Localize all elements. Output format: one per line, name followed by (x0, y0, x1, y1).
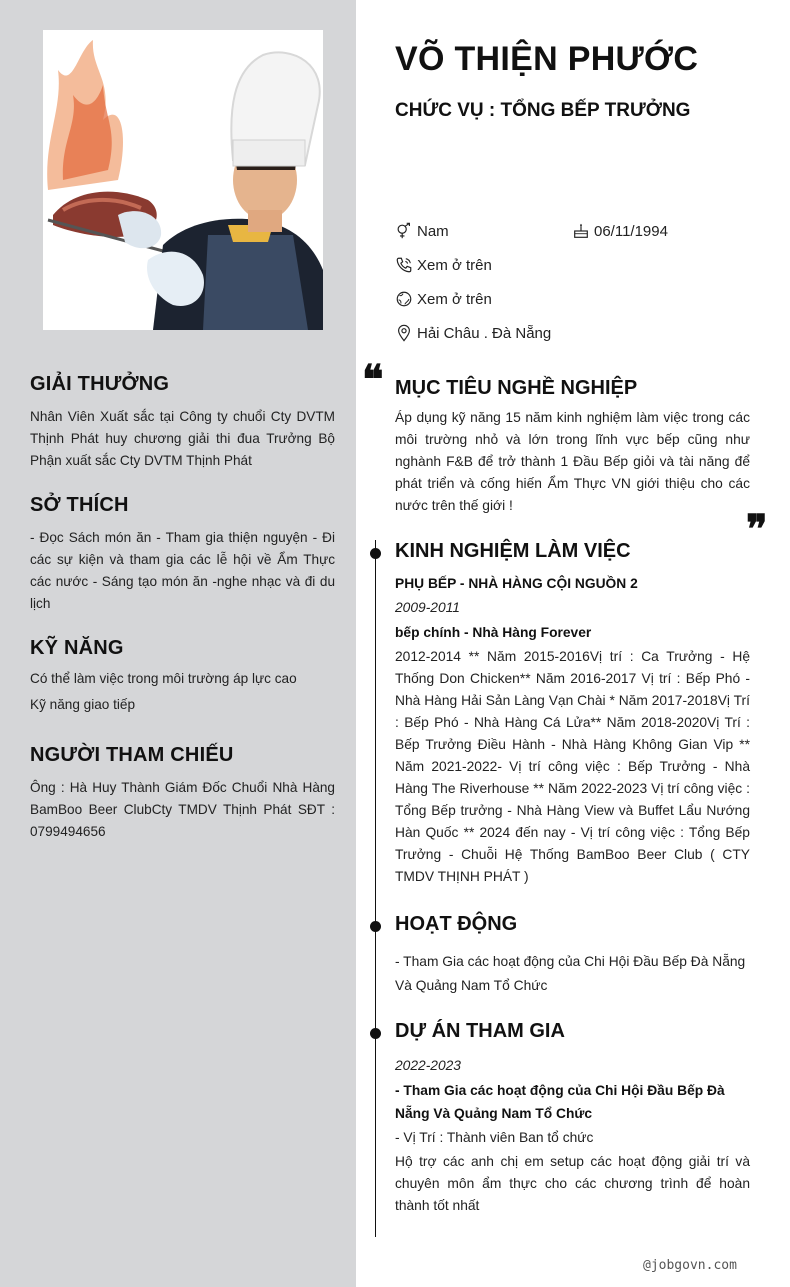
hobbies-section (30, 494, 335, 615)
close-quote-icon: ❞ (746, 506, 768, 553)
open-quote-icon: ❝ (362, 356, 384, 403)
projects-section (395, 1020, 750, 1217)
skill-item: Có thể làm việc trong môi trường áp lực cao (30, 671, 297, 686)
address-info (395, 322, 551, 344)
candidate-position: CHỨC VỤ : TỔNG BẾP TRƯỞNG (395, 100, 691, 121)
birthday-cake-icon (572, 222, 590, 240)
experience-title: KINH NGHIỆM LÀM VIỆC (395, 540, 631, 562)
reference-section (30, 744, 335, 843)
job-title: bếp chính - Nhà Hàng Forever (395, 625, 592, 640)
timeline-dot (370, 921, 381, 932)
job-title: PHỤ BẾP - NHÀ HÀNG CỘI NGUỒN 2 (395, 576, 638, 591)
candidate-name: VÕ THIỆN PHƯỚC (395, 40, 699, 78)
skills-title: KỸ NĂNG (30, 637, 124, 659)
birthday-value: 06/11/1994 (594, 222, 668, 240)
hobbies-title: SỞ THÍCH (30, 494, 129, 516)
reference-text: Ông : Hà Huy Thành Giám Đốc Chuổi Nhà Hàng BamBoo Beer ClubCty TMDV Thịnh Phát SĐT : 0799494656 (30, 780, 335, 839)
website-value: Xem ở trên (417, 290, 492, 308)
watermark: @jobgovn.com (643, 1258, 737, 1273)
hobbies-text: - Đọc Sách món ăn - Tham gia thiện nguyện - Đi các sự kiện và tham gia các lễ hội về Ẩm Thực các nước - Sáng tạo món ăn -nghe nhạc và đi du lịch (30, 530, 335, 611)
objective-text: Áp dụng kỹ năng 15 năm kinh nghiệm làm việc trong các môi trường nhỏ và lớn trong lĩnh vực bếp cũng như nghành F&B để trở thành 1 Đầu Bếp giỏi và tài năng để phát triển và cống hiến Ẩm Thực VN giới thiệu cho các nước trên thế giới ! (395, 410, 750, 513)
skills-section (30, 637, 335, 718)
gender-icon (395, 222, 413, 240)
gender-value: Nam (417, 222, 449, 240)
timeline-dot (370, 1028, 381, 1039)
phone-info (395, 254, 492, 276)
projects-title: DỰ ÁN THAM GIA (395, 1020, 565, 1042)
skill-item: Kỹ năng giao tiếp (30, 697, 136, 712)
awards-text: Nhân Viên Xuất sắc tại Công ty chuổi Cty DVTM Thịnh Phát huy chương giải thi đua Trưởng Bộ Phận xuất sắc Cty DVTM Thịnh Phát (30, 409, 335, 468)
activities-section (395, 913, 750, 998)
project-name: - Tham Gia các hoạt động của Chi Hội Đầu Bếp Đà Nẵng Và Quảng Nam Tổ Chức (395, 1083, 725, 1121)
job-date: 2009-2011 (395, 600, 460, 615)
address-value: Hải Châu . Đà Nẵng (417, 324, 552, 342)
timeline-dot (370, 548, 381, 559)
phone-icon (395, 256, 413, 274)
activities-title: HOẠT ĐỘNG (395, 913, 518, 935)
reference-title: NGƯỜI THAM CHIẾU (30, 744, 234, 766)
project-role: - Vị Trí : Thành viên Ban tổ chức (395, 1130, 594, 1145)
location-pin-icon (395, 324, 413, 342)
project-description: Hộ trợ các anh chị em setup các hoạt động giải trí và chuyên môn ẩm thực cho các chương trình để hoàn thành tốt nhất (395, 1154, 750, 1213)
gender-info (395, 220, 449, 242)
globe-icon (395, 290, 413, 308)
awards-title: GIẢI THƯỞNG (30, 373, 170, 395)
timeline-line (375, 540, 376, 1237)
awards-section (30, 373, 335, 472)
objective-title: MỤC TIÊU NGHỀ NGHIỆP (395, 377, 638, 399)
activities-text: - Tham Gia các hoạt động của Chi Hội Đầu Bếp Đà Nẵng Và Quảng Nam Tổ Chức (395, 954, 746, 993)
profile-photo (43, 30, 323, 330)
experience-section (395, 540, 750, 888)
objective-section (395, 377, 750, 517)
phone-value: Xem ở trên (417, 256, 492, 274)
chef-portrait-image (43, 30, 323, 330)
website-info (395, 288, 492, 310)
birthday-info (572, 220, 668, 242)
job-description: 2012-2014 ** Năm 2015-2016Vị trí : Ca Trưởng - Hệ Thống Don Chicken** Năm 2016-2017 Vị trí : Bếp Phó - Nhà Hàng Hải Sản Làng Vạn Chài * Năm 2017-2018Vị Trí : Bếp Phó - Nhà Hàng Cá Lửa** Năm 2018-2020Vị Trí : Bếp Trưởng Điều Hành - Nhà Hàng Không Gian Vip ** Năm 2021-2022- Vị trí công việc : Bếp Trưởng - Nhà Hàng The Riverhouse ** Năm 2022-2023 Vị trí công việc : Tổng Bếp trưởng - Nhà Hàng View và Buffet Lẩu Nướng Hàn Quốc ** 2024 đến nay - Vị trí công việc : Tổng Bếp Trưởng - Chuỗi Hệ Thống BamBoo Beer Club ( CTY TMDV THỊNH PHÁT ) (395, 649, 750, 884)
project-date: 2022-2023 (395, 1058, 461, 1073)
